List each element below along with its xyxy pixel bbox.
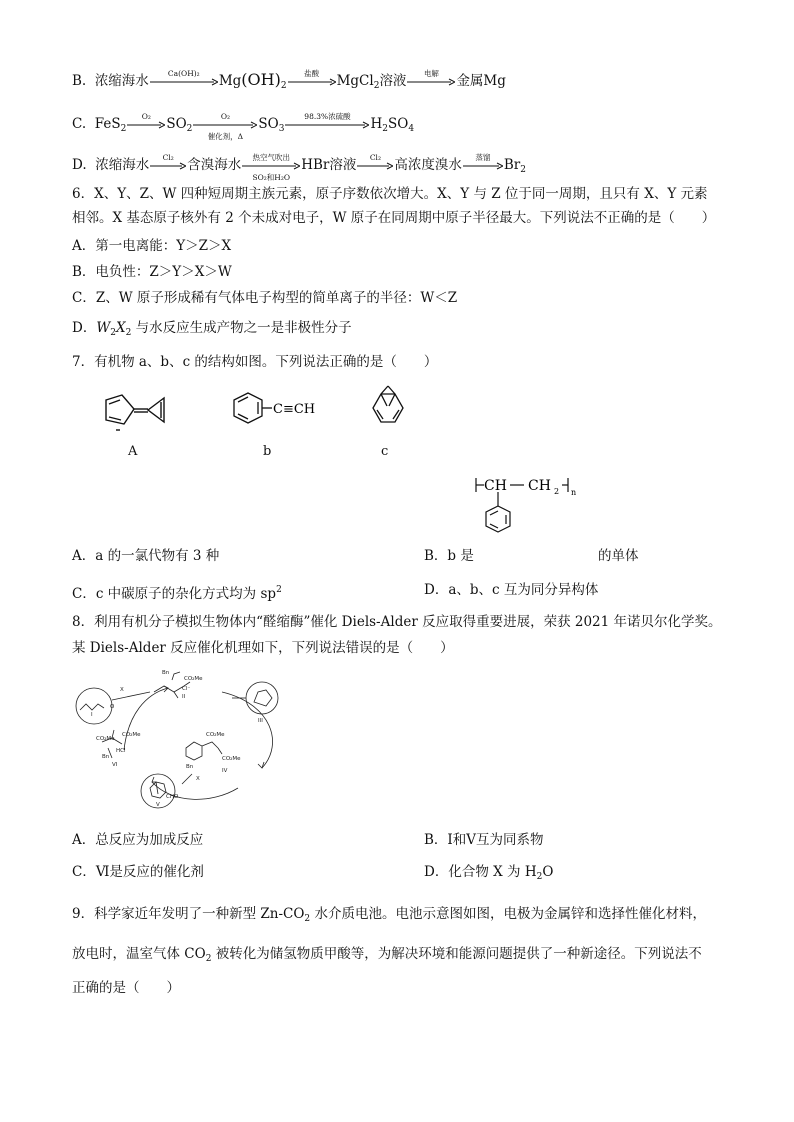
subscript: 2 [520, 165, 526, 175]
compound-iv-label: IV [222, 768, 228, 774]
product-text: H [370, 116, 383, 132]
q8-option-b: B．Ⅰ和Ⅴ互为同系物 [424, 832, 544, 848]
aldehyde-cho: CHO [166, 794, 179, 800]
by-product-x: X [120, 687, 124, 693]
q8-stem-line1: 8．利用有机分子模拟生物体内“醛缩酶”催化 Diels-Alder 反应取得重要进展，荣获 2021 年诺贝尔化学奖。 [72, 614, 722, 630]
substituent-bn: Bn [186, 764, 194, 770]
arrow-condition: 盐酸 [304, 68, 320, 78]
reactant-text: FeS [94, 116, 121, 132]
subscript: 2 [382, 124, 388, 134]
product-text: SO [166, 116, 187, 132]
q9-stem-line2 [72, 944, 702, 969]
stem-text: 被转化为储氢物质甲酸等，为解决环境和能源问题提供了一种新途径。下列说法不 [211, 946, 702, 962]
reaction-arrow [150, 152, 186, 170]
reactant-text: 浓缩海水 [94, 73, 149, 89]
structure-b-label: b [263, 444, 272, 459]
q7-option-a: A．a 的一氯代物有 3 种 [72, 548, 220, 564]
substituent-co2me: CO₂Me [184, 676, 203, 682]
subscript: 4 [408, 124, 415, 134]
option-letter: B. [72, 73, 87, 89]
subscript: 2 [373, 81, 380, 91]
structure-c-figure [365, 382, 415, 432]
counterion-cl: Cl⁻ [182, 686, 191, 692]
subscript: 2 [120, 124, 127, 134]
arrow-condition: 热空气吹出 [252, 152, 290, 162]
reaction-arrow [242, 152, 300, 182]
poly-ch2-sub: 2 [554, 487, 560, 496]
stem-text: 9．科学家近年发明了一种新型 Zn-CO [72, 906, 305, 922]
compound-i-label: I [91, 712, 93, 718]
hcl-label: HCl [116, 748, 126, 754]
q7-option-b-suffix: 的单体 [598, 548, 639, 564]
reaction-arrow [407, 68, 455, 86]
product-text: HBr溶液 [301, 157, 357, 173]
reaction-arrow [288, 68, 336, 86]
formula-text: O [542, 864, 554, 880]
product-text: Br [503, 157, 521, 173]
reaction-arrow [357, 152, 393, 170]
subscript: 2 [536, 872, 543, 882]
poly-ch2: CH [528, 478, 551, 494]
product-text: SO [258, 116, 279, 132]
q6-stem-line1: 6．X、Y、Z、W 四种短周期主族元素，原子序数依次增大。X、Y 与 Z 位于同一周期，且只有 X、Y 元素 [72, 186, 708, 202]
q9-stem-line3: 正确的是（ ） [72, 980, 180, 996]
carbonyl-o: O [110, 704, 115, 710]
catalytic-cycle-diagram [72, 664, 302, 814]
arrow-condition: Cl₂ [162, 152, 174, 162]
product-text: 金属Mg [456, 73, 506, 89]
option-c-route [72, 111, 415, 141]
subscript: 2 [205, 954, 212, 964]
structure-c-label: c [381, 444, 389, 459]
q6-option-b: B．电负性：Z＞Y＞X＞W [72, 264, 232, 280]
formula-text: X [115, 320, 126, 336]
option-b-route [72, 70, 506, 96]
q9-stem-line1 [72, 904, 706, 929]
formula-text: sp [260, 586, 277, 602]
stem-text: 水介质电池。电池示意图如图，电极为金属锌和选择性催化材料， [310, 906, 706, 922]
substituent-bn: Bn [162, 670, 170, 676]
compound-vi-label: VI [112, 762, 118, 768]
option-d-route [72, 152, 526, 182]
product-text: SO [387, 116, 409, 132]
subscript: 3 [278, 124, 285, 134]
subscript: 2 [110, 328, 116, 338]
compound-ii-label: II [182, 694, 186, 700]
substituent-co2me: CO₂Me [96, 736, 115, 742]
alkyne-group: C≡CH [273, 402, 316, 417]
q6-stem-line2: 相邻。X 基态原子核外有 2 个未成对电子，W 原子在同周期中原子半径最大。下列说法不正确的是（ ） [72, 210, 716, 226]
q8-option-a: A．总反应为加成反应 [72, 832, 204, 848]
reaction-arrow [285, 111, 369, 129]
option-prefix: D． [72, 320, 97, 336]
q8-stem-line2: 某 Diels-Alder 反应催化机理如下，下列说法错误的是（ ） [72, 640, 454, 656]
compound-v-label: V [156, 802, 160, 808]
substituent-co2me: CO₂Me [206, 732, 225, 738]
structure-b-figure [226, 390, 326, 440]
option-text: D．化合物 X 为 [424, 864, 525, 880]
product-text: (OH) [241, 70, 281, 89]
compound-iii-label: III [258, 718, 263, 724]
arrow-condition: SO₂和H₂O [252, 172, 290, 182]
poly-n: n [571, 488, 577, 497]
substituent-bn: Bn [102, 754, 110, 760]
product-text: 含溴海水 [187, 157, 242, 173]
q7-option-b-prefix: B．b 是 [424, 548, 474, 564]
arrow-condition: O₂ [141, 111, 151, 121]
subscript: 2 [304, 914, 311, 924]
polystyrene-figure [470, 470, 600, 552]
substituent-co2me: CO₂Me [222, 756, 241, 762]
structure-a-figure [94, 390, 174, 442]
arrow-condition: 催化剂，Δ [207, 131, 244, 141]
subscript: 2 [186, 124, 193, 134]
arrow-condition: 蒸馏 [475, 152, 491, 162]
structure-a-label: A [128, 444, 138, 459]
product-text: Mg [218, 73, 242, 89]
formula-text: W [96, 320, 111, 336]
q6-option-a: A．第一电离能：Y＞Z＞X [72, 238, 232, 254]
arrow-condition: 电解 [423, 68, 439, 78]
formula-text: H [524, 864, 537, 880]
poly-ch: CH [484, 478, 507, 494]
arrow-condition: O₂ [220, 111, 230, 121]
q8-option-d [424, 862, 553, 887]
stem-text: 放电时，温室气体 CO [72, 946, 206, 962]
q7-stem: 7．有机物 a、b、c 的结构如图。下列说法正确的是（ ） [72, 354, 438, 370]
arrow-condition: 98.3%浓硫酸 [304, 111, 351, 121]
subscript: 2 [125, 328, 132, 338]
reaction-arrow [193, 111, 257, 141]
product-text: 高浓度溴水 [394, 157, 462, 173]
q7-option-d: D．a、b、c 互为同分异构体 [424, 582, 599, 598]
reaction-arrow [463, 152, 503, 170]
option-text: 与水反应生成产物之一是非极性分子 [131, 320, 352, 336]
option-text: C．c 中碳原子的杂化方式均为 [72, 586, 261, 602]
product-text: 溶液 [379, 73, 407, 89]
reaction-arrow [127, 111, 165, 129]
option-letter: D. [72, 157, 87, 173]
arrow-condition: Ca(OH)₂ [167, 68, 200, 78]
reaction-arrow [150, 68, 218, 86]
product-text: MgCl [336, 73, 374, 89]
option-letter: C. [72, 116, 87, 132]
superscript: 2 [276, 585, 282, 595]
q8-option-c: C．Ⅵ是反应的催化剂 [72, 864, 204, 880]
q6-option-d [72, 318, 352, 343]
arrow-condition: Cl₂ [369, 152, 381, 162]
q7-option-c [72, 580, 282, 604]
q6-option-c: C．Z、W 原子形成稀有气体电子构型的简单离子的半径：W＜Z [72, 290, 458, 306]
water-x: X [196, 776, 200, 782]
subscript: 2 [280, 81, 287, 91]
reactant-text: 浓缩海水 [95, 157, 150, 173]
substituent-co2me: CO₂Me [122, 732, 141, 738]
